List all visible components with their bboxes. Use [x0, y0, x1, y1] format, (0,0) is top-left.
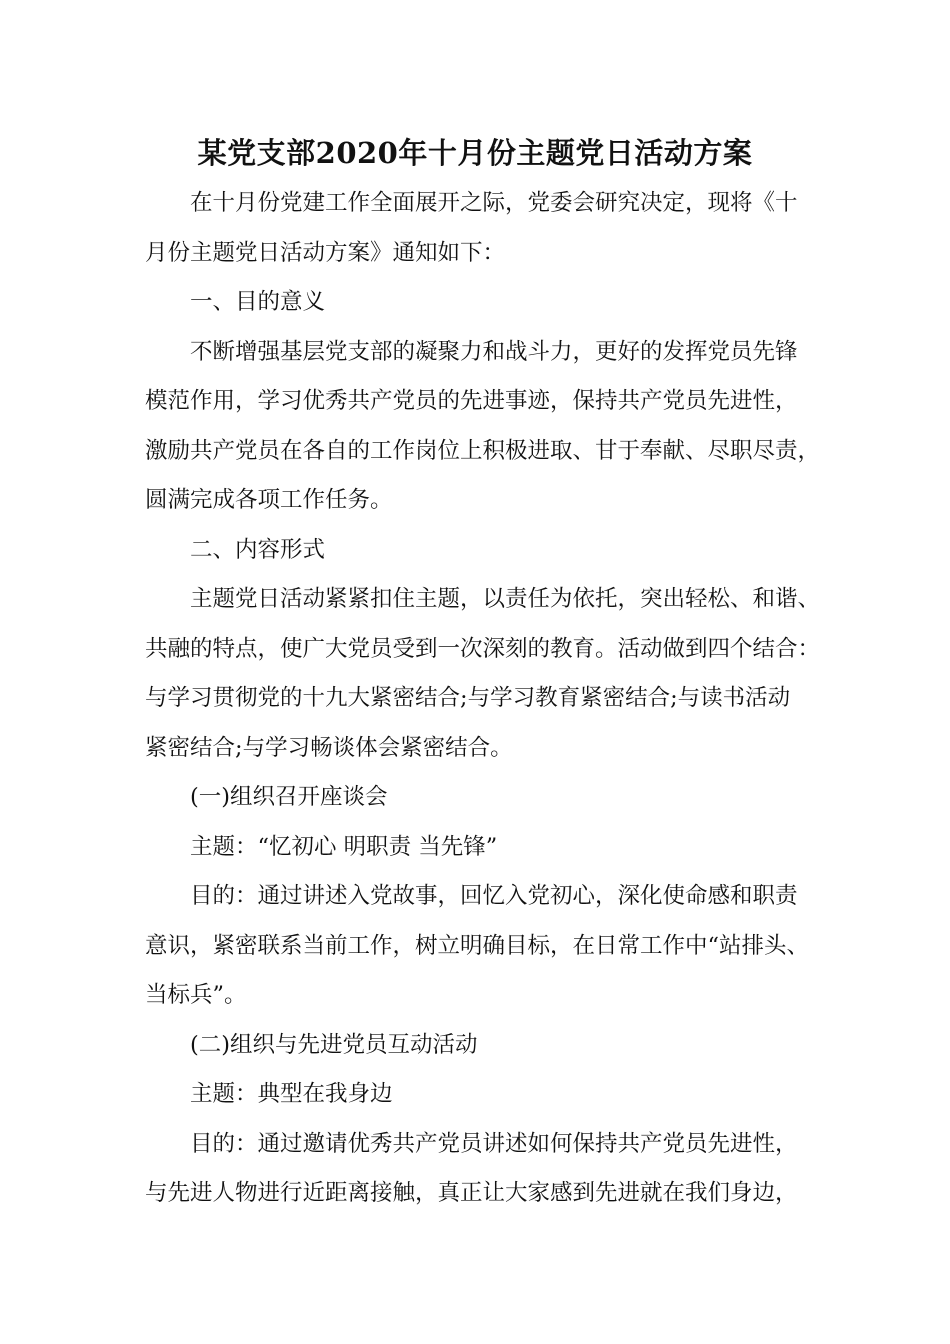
paragraph-line: 当标兵”。: [145, 982, 247, 1008]
paragraph-line: 不断增强基层党支部的凝聚力和战斗力，更好的发挥党员先锋: [190, 339, 798, 365]
paragraph-line: 主题：“忆初心 明职责 当先锋”: [190, 834, 498, 860]
section-heading: 二、内容形式: [190, 537, 326, 563]
paragraph-line: 目的：通过讲述入党故事，回忆入党初心，深化使命感和职责: [190, 883, 798, 909]
section-heading: 一、目的意义: [190, 289, 326, 315]
paragraph-line: 月份主题党日活动方案》通知如下：: [145, 240, 506, 266]
paragraph-line: 圆满完成各项工作任务。: [145, 487, 393, 513]
paragraph-line: 主题：典型在我身边: [190, 1081, 393, 1107]
paragraph-line: 目的：通过邀请优秀共产党员讲述如何保持共产党员先进性，: [190, 1131, 798, 1157]
document-title: 某党支部2020年十月份主题党日活动方案: [197, 136, 753, 170]
paragraph-line: 激励共产党员在各自的工作岗位上积极进取、甘于奉献、尽职尽责，: [145, 438, 821, 464]
paragraph-line: 主题党日活动紧紧扣住主题，以责任为依托，突出轻松、和谐、: [190, 586, 821, 612]
paragraph-line: 意识，紧密联系当前工作，树立明确目标，在日常工作中“站排头、: [145, 933, 810, 959]
paragraph-line: 模范作用，学习优秀共产党员的先进事迹，保持共产党员先进性，: [145, 388, 798, 414]
paragraph-line: 与先进人物进行近距离接触，真正让大家感到先进就在我们身边，: [145, 1180, 798, 1206]
subsection-heading: (二)组织与先进党员互动活动: [190, 1032, 478, 1058]
paragraph-line: 在十月份党建工作全面展开之际，党委会研究决定，现将《十: [190, 190, 798, 216]
paragraph-line: 与学习贯彻党的十九大紧密结合;与学习教育紧密结合;与读书活动: [145, 685, 791, 711]
subsection-heading: (一)组织召开座谈会: [190, 784, 388, 810]
paragraph-line: 共融的特点，使广大党员受到一次深刻的教育。活动做到四个结合：: [145, 636, 821, 662]
paragraph-line: 紧密结合;与学习畅谈体会紧密结合。: [145, 735, 513, 761]
